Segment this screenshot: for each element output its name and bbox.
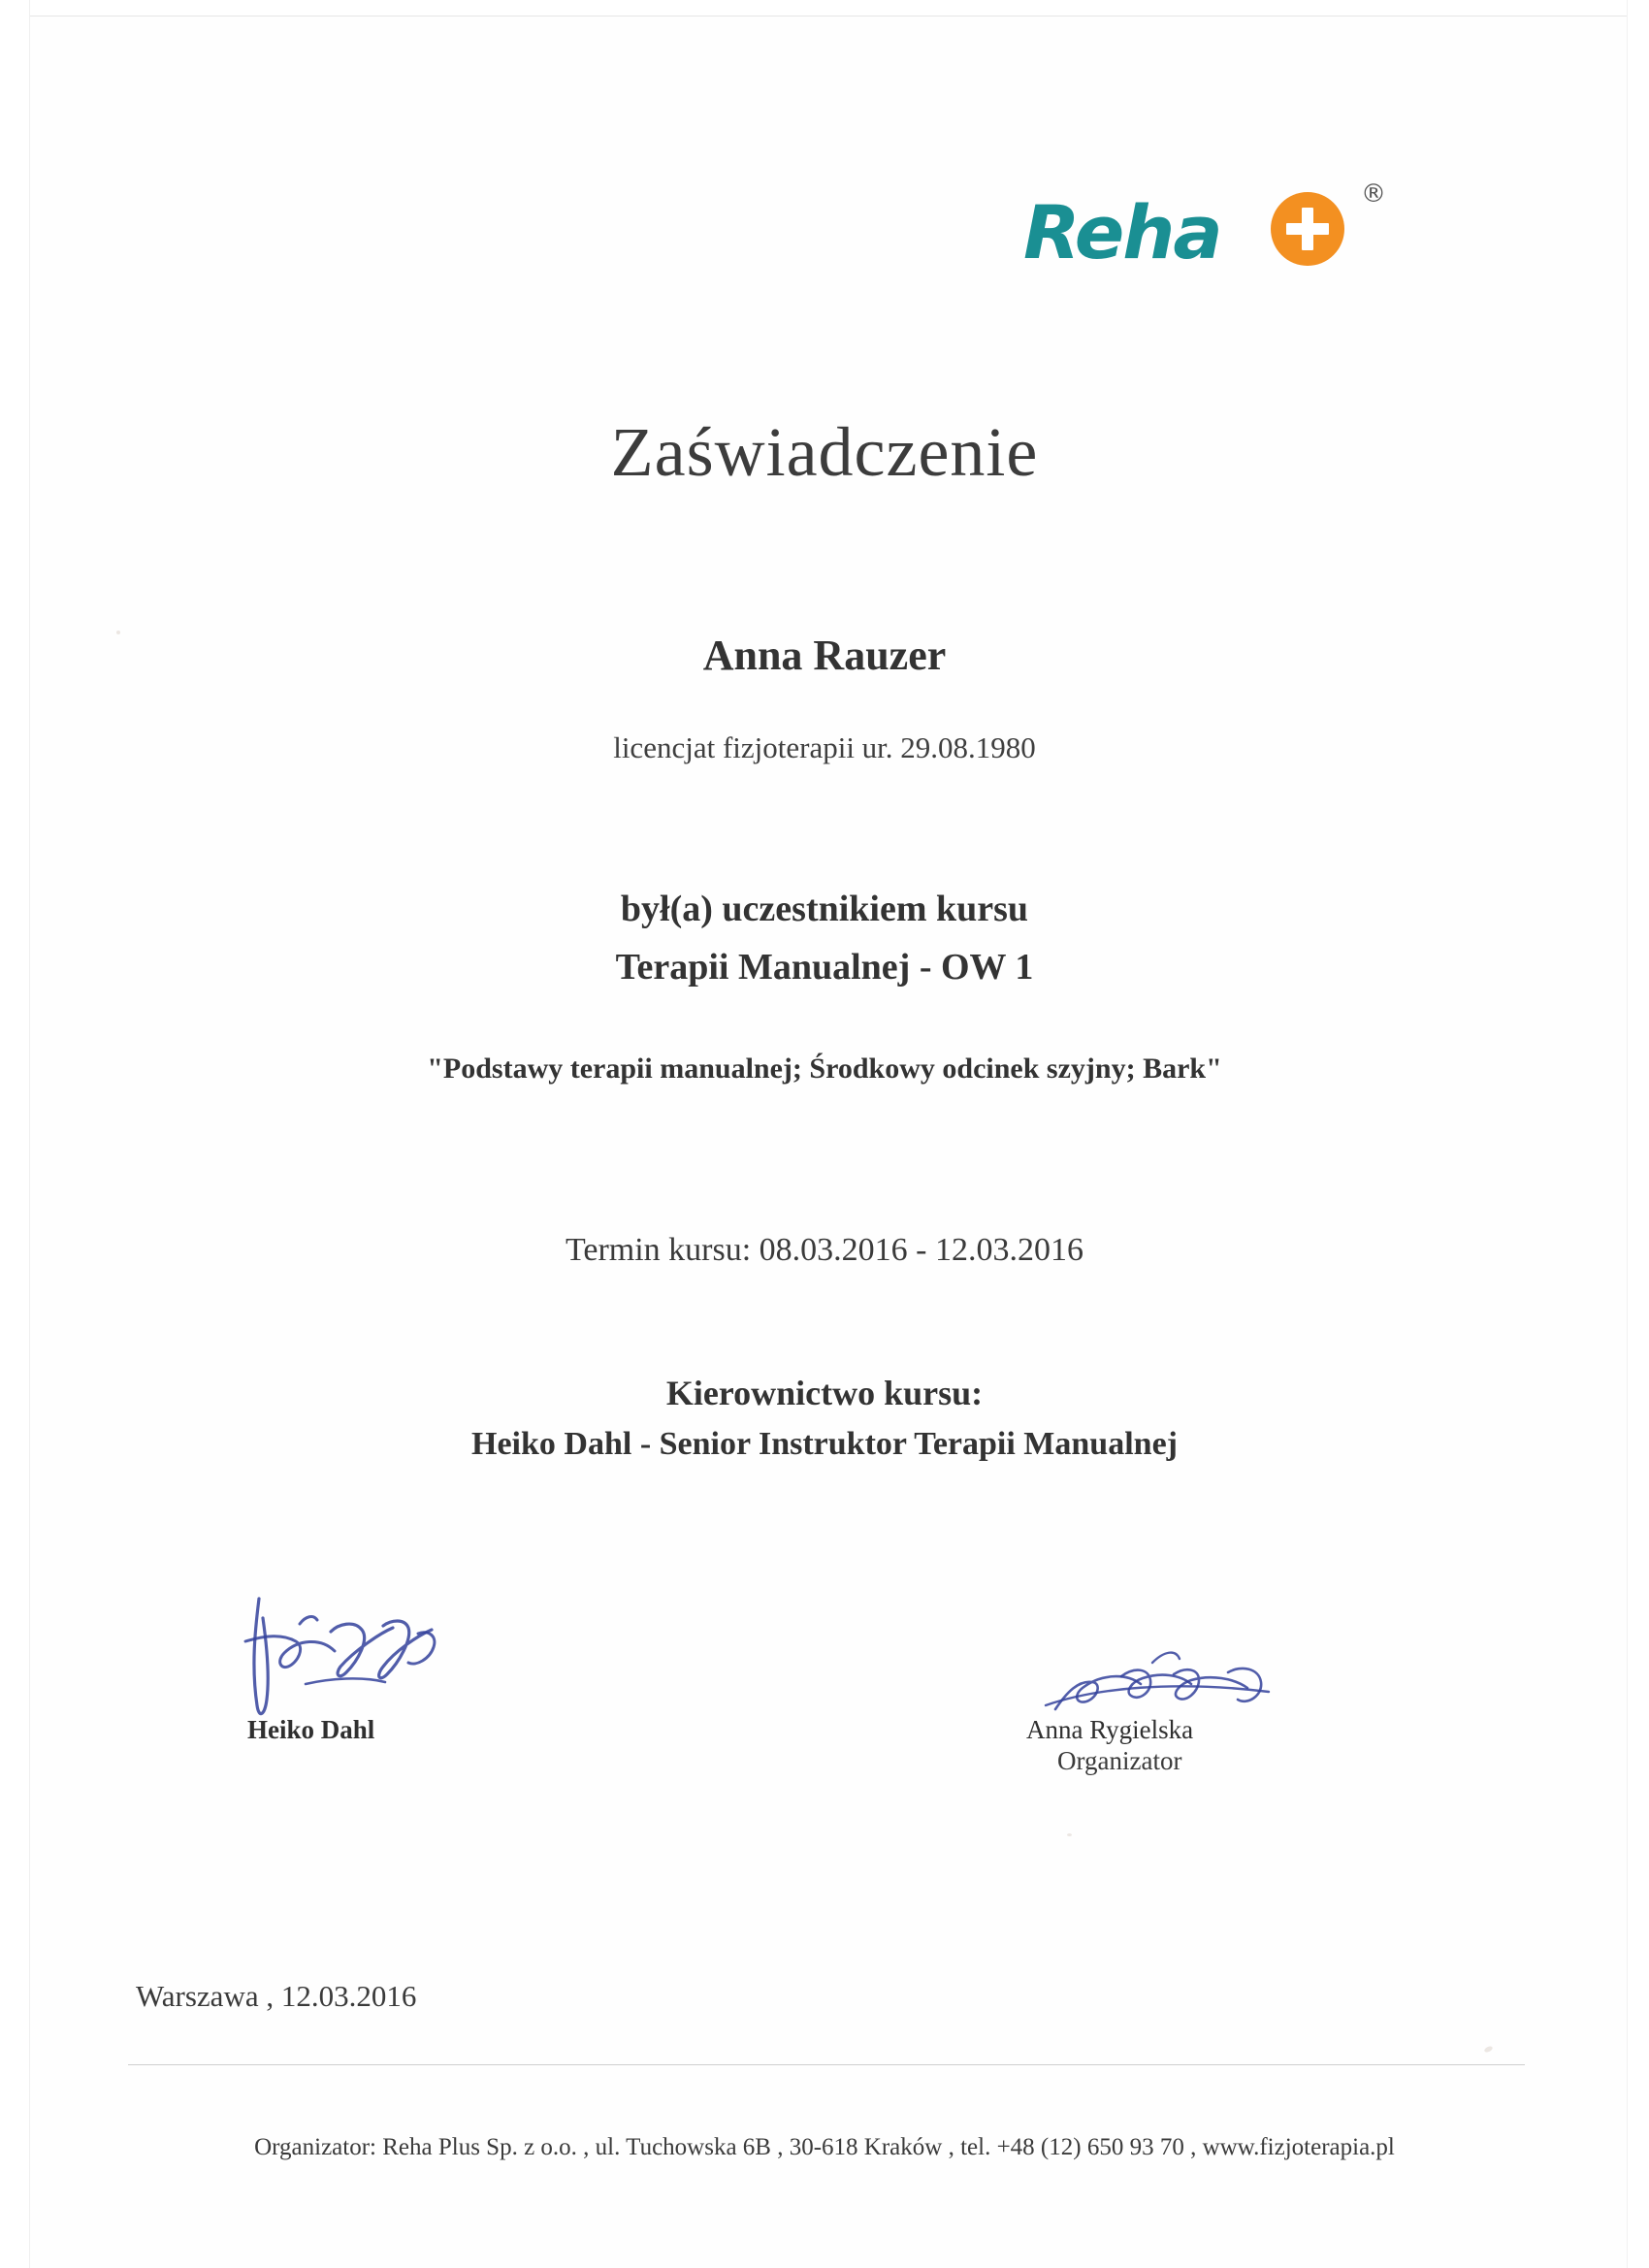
reha-plus-logo [1023, 179, 1392, 296]
scan-speck [1483, 2045, 1493, 2053]
recipient-name: Anna Rauzer [702, 632, 947, 679]
management-person: Heiko Dahl - Senior Instruktor Terapii Manualnej [471, 1426, 1178, 1462]
handwritten-signature-icon [238, 1591, 470, 1727]
page-title: Zaświadczenie [610, 413, 1039, 491]
course-name: Terapii Manualnej - OW 1 [615, 947, 1034, 988]
scan-edge-top [0, 0, 1649, 16]
participation-line: był(a) uczestnikiem kursu [620, 889, 1029, 929]
course-topics: "Podstawy terapii manualnej; Środkowy odcinek szyjny; Bark" [427, 1053, 1222, 1085]
recipient-details: licencjat fizjoterapii ur. 29.08.1980 [613, 730, 1036, 764]
scan-edge-left [0, 0, 30, 2268]
registered-trademark-icon: ® [1361, 179, 1386, 209]
scan-speck [116, 631, 120, 634]
signature-block-organizer [989, 1591, 1339, 1775]
place-and-date: Warszawa , 12.03.2016 [136, 1979, 417, 2013]
management-label: Kierownictwo kursu: [665, 1374, 984, 1412]
scan-edge-right [1627, 0, 1649, 2268]
handwritten-signature-icon [1028, 1591, 1300, 1727]
logo-wordmark: Reha [1023, 189, 1221, 275]
footer-divider [128, 2064, 1525, 2065]
course-dates: Termin kursu: 08.03.2016 - 12.03.2016 [565, 1232, 1084, 1268]
scan-speck [1067, 1833, 1072, 1836]
footer-organizer-info: Organizator: Reha Plus Sp. z o.o. , ul. Tuchowska 6B , 30-618 Kraków , tel. +48 (12) 650 93 70 , www.fizjoterapia.pl [254, 2134, 1395, 2160]
signature-role-organizer: Organizator [1057, 1746, 1182, 1775]
signature-name-organizer: Anna Rygielska [1026, 1715, 1194, 1744]
plus-icon-horizontal-bar [1286, 223, 1329, 235]
signature-block-instructor [238, 1591, 558, 1744]
signature-name-instructor: Heiko Dahl [247, 1715, 375, 1744]
